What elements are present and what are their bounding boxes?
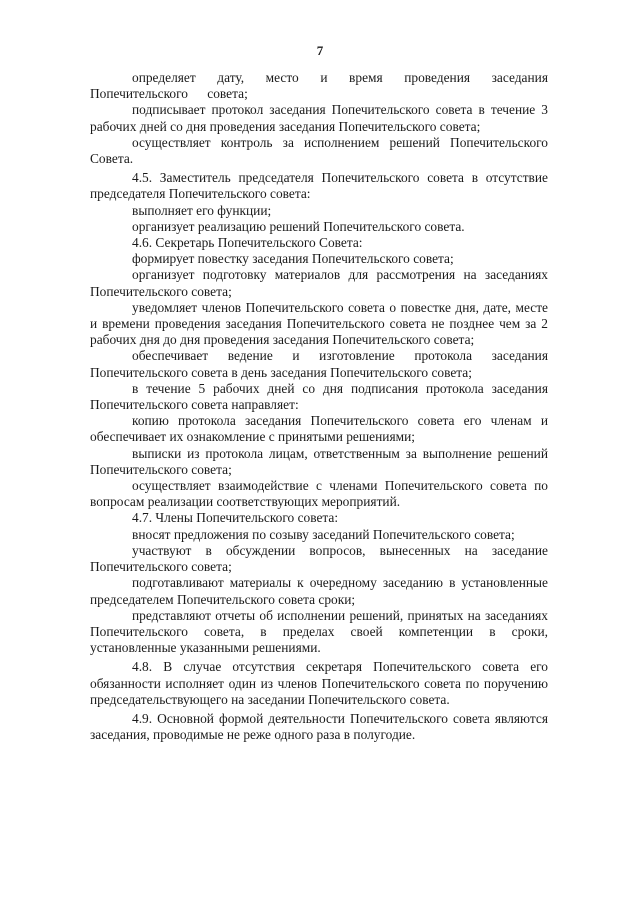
paragraph: копию протокола заседания Попечительского совета его членам и обеспечивает их ознакомление с принятыми решениями; [90, 413, 548, 445]
paragraph: организует реализацию решений Попечительского совета. [132, 218, 465, 234]
paragraph: представляют отчеты об исполнении решений, принятых на заседаниях Попечительского совета, в пределах своей компетенции в сроки, установленные указанными решениями. [90, 607, 548, 656]
paragraph: осуществляет контроль за исполнением решений Попечительского Совета. [90, 134, 548, 167]
paragraph: организует подготовку материалов для рассмотрения на заседаниях Попечительского совета; [90, 267, 548, 299]
paragraph: 4.7. Члены Попечительского совета: [132, 510, 339, 526]
paragraph: осуществляет взаимодействие с членами Попечительского совета по вопросам реализации соответствующих мероприятий. [90, 478, 548, 510]
paragraph: выписки из протокола лицам, ответственным за выполнение решений Попечительского совета; [90, 445, 548, 477]
paragraph: подписывает протокол заседания Попечительского совета в течение 3 рабочих дней со дня проведения заседания Попечительского совета; [90, 102, 548, 134]
paragraph: подготавливают материалы к очередному заседанию в установленные председателем Попечительского совета сроки; [90, 575, 548, 607]
paragraph: в течение 5 рабочих дней со дня подписания протокола заседания Попечительского совета направляет: [90, 380, 548, 413]
paragraph: 4.5. Заместитель председателя Попечительского совета в отсутствие председателя Попечительского совета: [90, 170, 548, 202]
paragraph: обеспечивает ведение и изготовление протокола заседания Попечительского совета в день заседания Попечительского совета; [90, 348, 548, 380]
paragraph: определяет дату, место и время проведения заседания Попечительского совета; [90, 70, 548, 102]
paragraph: участвуют в обсуждении вопросов, вынесенных на заседание Попечительского совета; [90, 542, 548, 575]
paragraph: 4.8. В случае отсутствия секретаря Попечительского совета его обязанности исполняет один из членов Попечительского совета по поручению председательствующего на заседании Попечительского совета. [90, 659, 548, 707]
paragraph: вносят предложения по созыву заседаний Попечительского совета; [132, 526, 515, 542]
paragraph: уведомляет членов Попечительского совета о повестке дня, дате, месте и времени проведения заседания Попечительского совета не позднее чем за 2 рабочих дня до дня проведения заседания Попечительского совета; [90, 299, 548, 348]
paragraph: формирует повестку заседания Попечительского совета; [132, 251, 454, 267]
document-body [90, 70, 548, 743]
page-number: 7 [316, 43, 324, 58]
paragraph: выполняет его функции; [132, 202, 272, 218]
paragraph: 4.9. Основной формой деятельности Попечительского совета являются заседания, проводимые не реже одного раза в полугодие. [90, 710, 548, 743]
paragraph: 4.6. Секретарь Попечительского Совета: [132, 235, 363, 251]
